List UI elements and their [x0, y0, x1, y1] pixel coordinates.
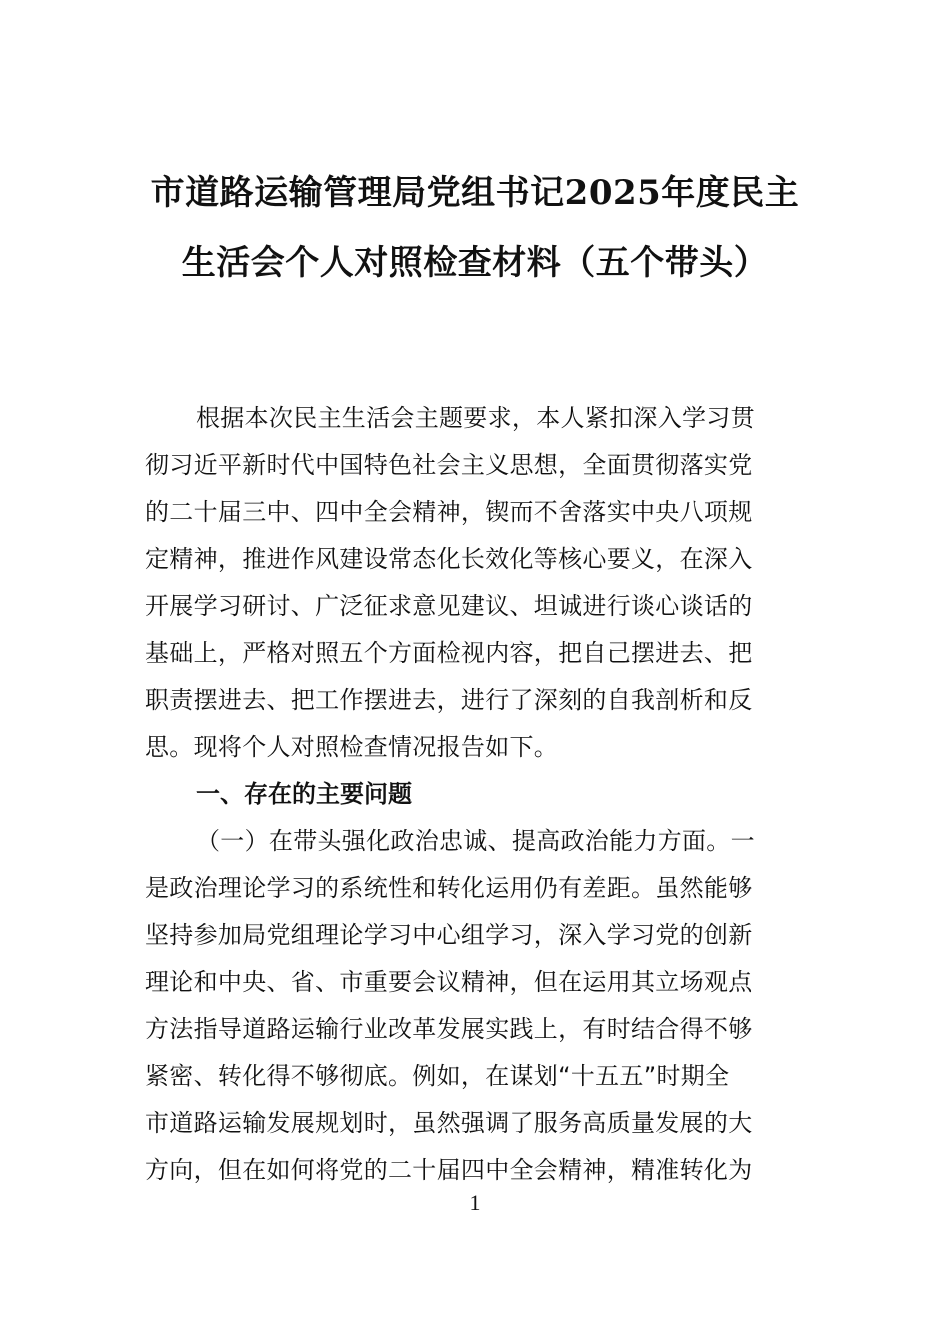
intro-line: 彻习近平新时代中国特色社会主义思想，全面贯彻落实党 — [145, 451, 753, 479]
subsection-line: 坚持参加局党组理论学习中心组学习，深入学习党的创新 — [145, 921, 753, 949]
document-title-line-1: 市道路运输管理局党组书记2025年度民主 — [150, 173, 800, 213]
intro-line: 思。现将个人对照检查情况报告如下。 — [145, 733, 559, 761]
intro-line: 的二十届三中、四中全会精神，锲而不舍落实中央八项规 — [145, 498, 753, 526]
subsection-line: 紧密、转化得不够彻底。例如，在谋划“十五五”时期全 — [145, 1062, 730, 1090]
subsection-line: （一）在带头强化政治忠诚、提高政治能力方面。一 — [196, 827, 755, 855]
page-number: 1 — [469, 1190, 481, 1215]
subsection-line: 市道路运输发展规划时，虽然强调了服务高质量发展的大 — [145, 1109, 753, 1137]
section-heading: 一、存在的主要问题 — [196, 780, 412, 808]
subsection-line: 方向，但在如何将党的二十届四中全会精神，精准转化为 — [145, 1156, 753, 1184]
intro-line: 开展学习研讨、广泛征求意见建议、坦诚进行谈心谈话的 — [145, 592, 753, 620]
document-title-line-2: 生活会个人对照检查材料（五个带头） — [181, 243, 769, 283]
intro-line: 基础上，严格对照五个方面检视内容，把自己摆进去、把 — [145, 639, 753, 667]
intro-line: 定精神，推进作风建设常态化长效化等核心要义，在深入 — [145, 545, 753, 573]
intro-line: 职责摆进去、把工作摆进去，进行了深刻的自我剖析和反 — [145, 686, 753, 714]
subsection-line: 是政治理论学习的系统性和转化运用仍有差距。虽然能够 — [145, 874, 753, 902]
intro-line: 根据本次民主生活会主题要求，本人紧扣深入学习贯 — [196, 404, 755, 432]
subsection-line: 方法指导道路运输行业改革发展实践上，有时结合得不够 — [145, 1015, 753, 1043]
subsection-line: 理论和中央、省、市重要会议精神，但在运用其立场观点 — [145, 968, 753, 996]
